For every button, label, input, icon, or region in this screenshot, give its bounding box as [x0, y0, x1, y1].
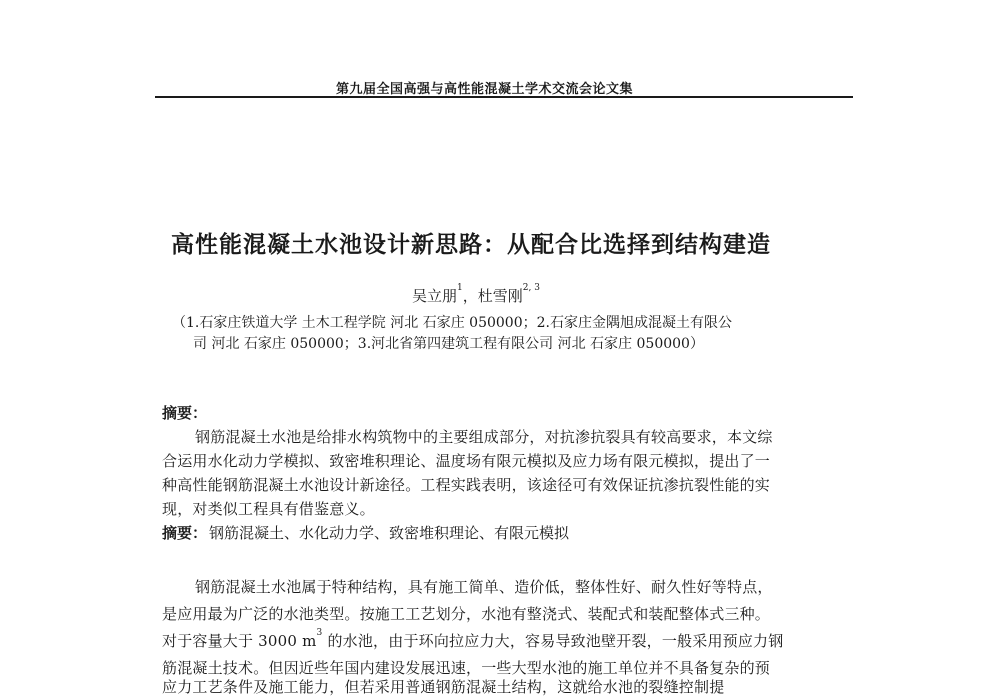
affiliation-line: （1.石家庄铁道大学 土木工程学院 河北 石家庄 050000；2.石家庄金隅旭成混凝土有限公	[172, 315, 732, 331]
author-affiliation-mark: 2, 3	[522, 283, 540, 293]
running-head: 第九届全国高强与高性能混凝土学术交流会论文集	[336, 82, 634, 97]
body-line: 应力工艺条件及施工能力，但若采用普通钢筋混凝土结构，这就给水池的裂缝控制提	[162, 678, 725, 696]
keywords-text: 钢筋混凝土、水化动力学、致密堆积理论、有限元模拟	[209, 524, 570, 542]
body-line	[162, 630, 783, 651]
keywords-label: 摘要：	[162, 524, 208, 542]
author-name: 吴立朋	[412, 287, 458, 305]
body-text: 的水池，由于环向拉应力大，容易导致池壁开裂，一般采用预应力钢	[322, 632, 784, 650]
abstract-label: 摘要：	[162, 404, 208, 422]
affiliation-line: 司 河北 石家庄 050000；3.河北省第四建筑工程有限公司 河北 石家庄 050000）	[193, 336, 704, 352]
author-line	[412, 285, 540, 306]
body-line: 是应用最为广泛的水池类型。按施工工艺划分，水池有整浇式、装配式和装配整体式三种。	[162, 605, 771, 623]
abstract-line: 钢筋混凝土水池是给排水构筑物中的主要组成部分，对抗渗抗裂具有较高要求，本文综	[195, 428, 773, 446]
keywords-line	[162, 522, 569, 543]
paper-title: 高性能混凝土水池设计新思路：从配合比选择到结构建造	[171, 232, 771, 258]
abstract-line: 现，对类似工程具有借鉴意义。	[162, 500, 375, 518]
author-affiliation-mark: 1	[457, 283, 463, 293]
author-name: 杜雪刚	[477, 287, 523, 305]
header-rule	[155, 96, 853, 98]
body-text: 对于容量大于 3000 m	[162, 632, 317, 650]
author-separator: ，	[462, 287, 478, 305]
body-line: 钢筋混凝土水池属于特种结构，具有施工简单、造价低，整体性好、耐久性好等特点，	[195, 578, 773, 596]
body-line: 筋混凝土技术。但因近些年国内建设发展迅速，一些大型水池的施工单位并不具备复杂的预	[162, 659, 771, 677]
abstract-line: 种高性能钢筋混凝土水池设计新途径。工程实践表明，该途径可有效保证抗渗抗裂性能的实	[162, 476, 771, 494]
unit-exponent: 3	[316, 628, 323, 638]
abstract-line: 合运用水化动力学模拟、致密堆积理论、温度场有限元模拟及应力场有限元模拟，提出了一	[162, 452, 771, 470]
